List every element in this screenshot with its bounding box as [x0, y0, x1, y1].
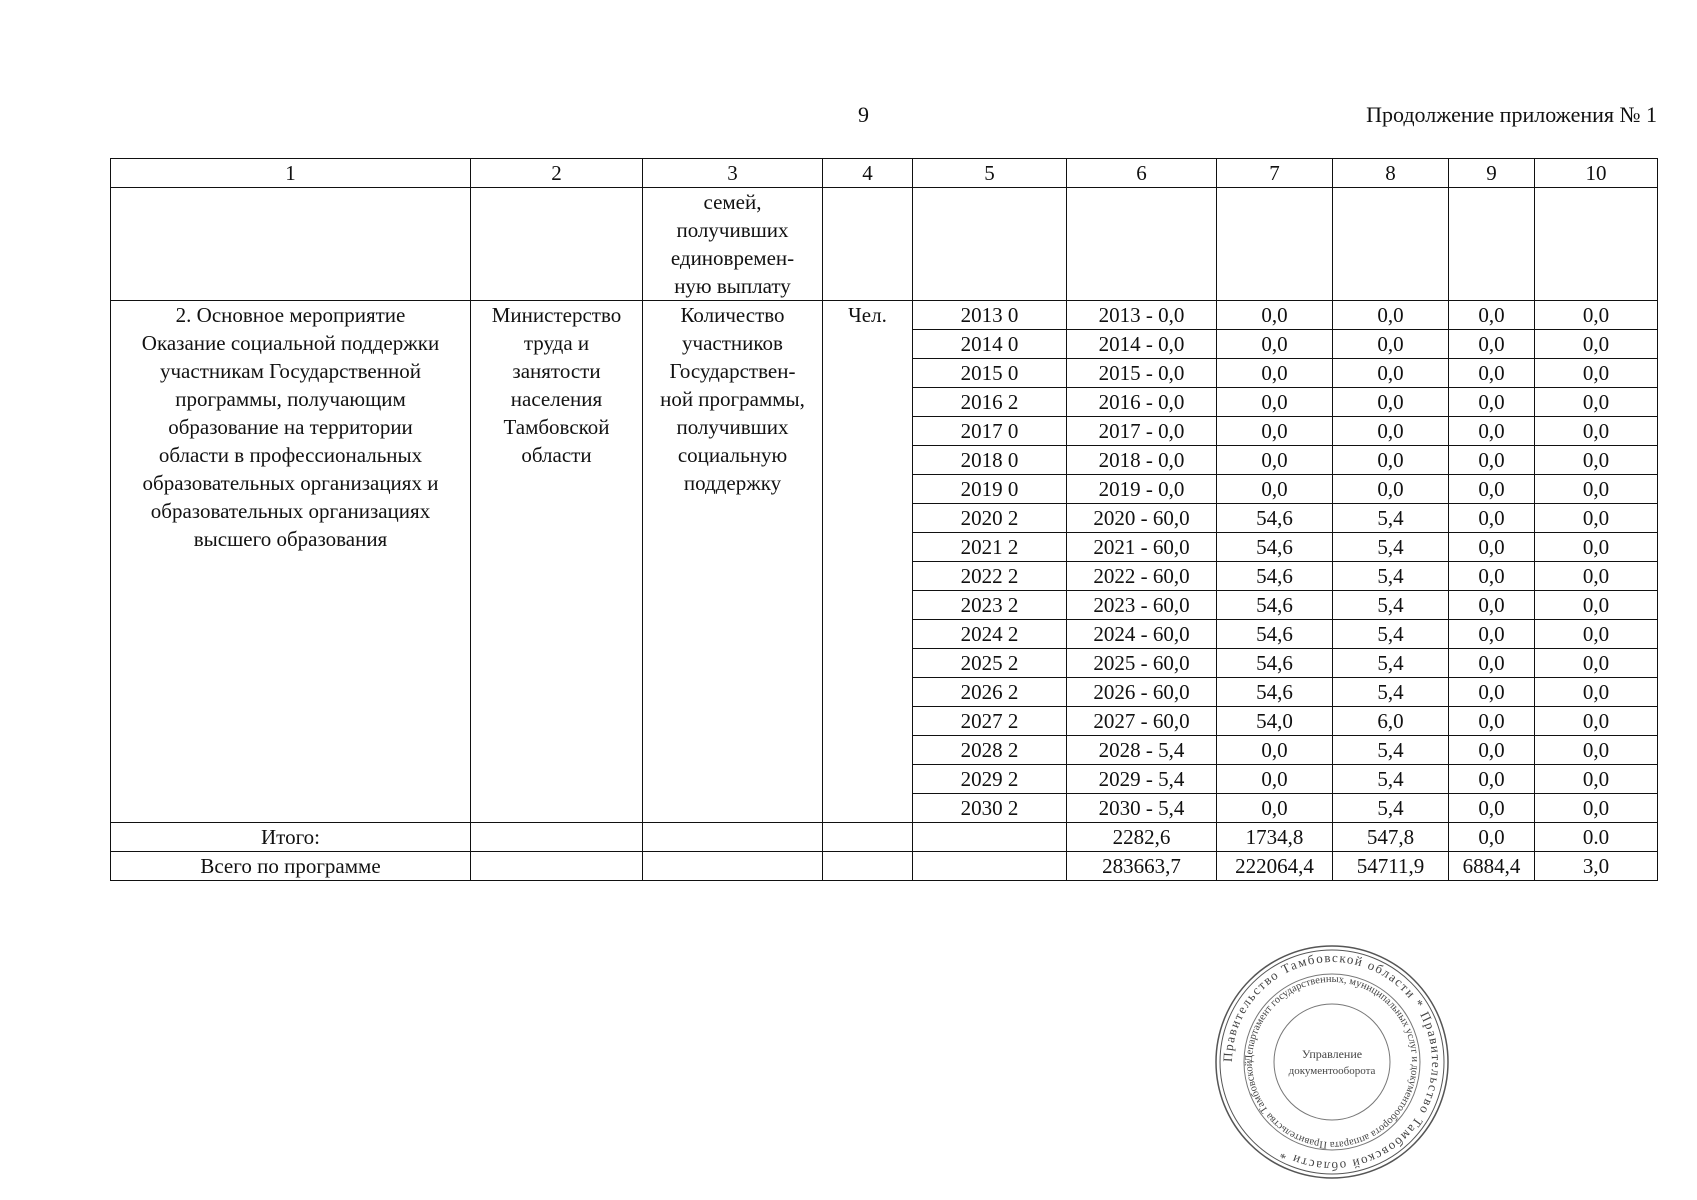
cell-c9: 0,0: [1449, 649, 1535, 678]
cell-c7: 0,0: [1217, 301, 1333, 330]
svg-text:Правительство Тамбовской облас: Правительство Тамбовской области * Правительство Тамбовской области *: [1219, 949, 1445, 1175]
responsible-executor-cell: [471, 301, 643, 823]
cell-c6: 2015 - 0,0: [1067, 359, 1217, 388]
svg-text:документооборота: документооборота: [1288, 1065, 1376, 1077]
cell-c10: 0,0: [1535, 591, 1658, 620]
cell-c6: 2017 - 0,0: [1067, 417, 1217, 446]
text-line: образовательных организациях и: [142, 471, 439, 495]
cell-c5: 2019 0: [913, 475, 1067, 504]
text-line: Количество: [680, 303, 785, 327]
total-c8: 547,8: [1333, 823, 1449, 852]
cell-c9: 0,0: [1449, 562, 1535, 591]
cell-c7: 0,0: [1217, 475, 1333, 504]
col-header: 9: [1449, 159, 1535, 188]
text-line: единовремен-: [670, 246, 795, 270]
cell-c6: 2028 - 5,4: [1067, 736, 1217, 765]
cell-c6: 2029 - 5,4: [1067, 765, 1217, 794]
cell-c6: 2016 - 0,0: [1067, 388, 1217, 417]
cell-c9: 0,0: [1449, 388, 1535, 417]
total-c9: 6884,4: [1449, 852, 1535, 881]
cell-c5: 2029 2: [913, 765, 1067, 794]
text-line: социальную: [677, 443, 788, 467]
svg-text:Департамент государственных, м: Департамент государственных, муниципальных услуг и документооборота аппарата Правительства Тамбовской: [1243, 973, 1421, 1151]
total-c10: 3,0: [1535, 852, 1658, 881]
cell-c6: 2013 - 0,0: [1067, 301, 1217, 330]
total-c9: 0,0: [1449, 823, 1535, 852]
cell-c10: 0,0: [1535, 678, 1658, 707]
col-header: 2: [471, 159, 643, 188]
total-c10: 0.0: [1535, 823, 1658, 852]
cell-c7: 0,0: [1217, 736, 1333, 765]
totals-row: [111, 823, 1658, 852]
cell-c10: 0,0: [1535, 794, 1658, 823]
cell-c6: 2024 - 60,0: [1067, 620, 1217, 649]
cell-c7: 0,0: [1217, 359, 1333, 388]
cell-c8: 5,4: [1333, 533, 1449, 562]
text-line: населения: [510, 387, 603, 411]
cell-c8: 5,4: [1333, 591, 1449, 620]
cell-c8: 5,4: [1333, 794, 1449, 823]
cell-c9: 0,0: [1449, 533, 1535, 562]
cell-c8: 0,0: [1333, 388, 1449, 417]
cell-c9: 0,0: [1449, 620, 1535, 649]
text-line: участникам Государственной: [160, 359, 421, 383]
cell-c9: 0,0: [1449, 475, 1535, 504]
cell-c8: 5,4: [1333, 765, 1449, 794]
cell-c6: 2018 - 0,0: [1067, 446, 1217, 475]
cell-c10: 0,0: [1535, 533, 1658, 562]
cell-c5: 2028 2: [913, 736, 1067, 765]
cell-c10: 0,0: [1535, 765, 1658, 794]
cell-c10: 0,0: [1535, 504, 1658, 533]
cell-c6: 2020 - 60,0: [1067, 504, 1217, 533]
text-line: области: [521, 443, 592, 467]
totals-label: Всего по программе: [111, 852, 471, 881]
svg-text:Управление: Управление: [1301, 1047, 1363, 1061]
cell-c7: 0,0: [1217, 446, 1333, 475]
cell-c7: 54,6: [1217, 562, 1333, 591]
cell-c7: 0,0: [1217, 330, 1333, 359]
cell-c9: 0,0: [1449, 359, 1535, 388]
text-line: ную выплату: [674, 274, 791, 298]
text-line: участников: [682, 331, 783, 355]
col-header: 3: [643, 159, 823, 188]
unit-cell: Чел.: [823, 301, 913, 823]
cell-c10: 0,0: [1535, 417, 1658, 446]
text-line: программы, получающим: [175, 387, 406, 411]
cell-c6: 2023 - 60,0: [1067, 591, 1217, 620]
cell-c7: 0,0: [1217, 794, 1333, 823]
cell-c7: 54,0: [1217, 707, 1333, 736]
cell-c10: 0,0: [1535, 707, 1658, 736]
cell-c5: 2024 2: [913, 620, 1067, 649]
text-line: семей,: [703, 190, 762, 214]
indicator-continuation-cell: [643, 188, 823, 301]
cell-c7: 0,0: [1217, 417, 1333, 446]
cell-c9: 0,0: [1449, 591, 1535, 620]
text-line: труда и: [523, 331, 590, 355]
cell-c7: 54,6: [1217, 620, 1333, 649]
cell-c5: 2018 0: [913, 446, 1067, 475]
col-header: 4: [823, 159, 913, 188]
total-c6: 283663,7: [1067, 852, 1217, 881]
official-seal: [1212, 942, 1452, 1182]
cell-c5: 2025 2: [913, 649, 1067, 678]
cell-c6: 2026 - 60,0: [1067, 678, 1217, 707]
text-line: области в профессиональных: [158, 443, 423, 467]
text-line: высшего образования: [193, 527, 388, 551]
cell-c5: 2013 0: [913, 301, 1067, 330]
cell-c8: 5,4: [1333, 736, 1449, 765]
cell-c6: 2014 - 0,0: [1067, 330, 1217, 359]
cell-c9: 0,0: [1449, 301, 1535, 330]
event-name-cell: [111, 301, 471, 823]
cell-c8: 0,0: [1333, 330, 1449, 359]
cell-c5: 2027 2: [913, 707, 1067, 736]
text-line: Государствен-: [669, 359, 796, 383]
text-line: образовательных организациях: [150, 499, 431, 523]
cell-c5: 2030 2: [913, 794, 1067, 823]
program-table: [110, 158, 1658, 881]
column-number-row: [111, 159, 1658, 188]
cell-c7: 0,0: [1217, 388, 1333, 417]
cell-c5: 2016 2: [913, 388, 1067, 417]
cell-c9: 0,0: [1449, 678, 1535, 707]
cell-c8: 0,0: [1333, 417, 1449, 446]
cell-c7: 54,6: [1217, 504, 1333, 533]
cell-c10: 0,0: [1535, 301, 1658, 330]
cell-c8: 5,4: [1333, 562, 1449, 591]
cell-c10: 0,0: [1535, 330, 1658, 359]
total-c6: 2282,6: [1067, 823, 1217, 852]
col-header: 7: [1217, 159, 1333, 188]
cell-c5: 2021 2: [913, 533, 1067, 562]
text-line: поддержку: [683, 471, 782, 495]
cell-c10: 0,0: [1535, 475, 1658, 504]
text-line: Оказание социальной поддержки: [141, 331, 440, 355]
cell-c5: 2020 2: [913, 504, 1067, 533]
cell-c5: 2015 0: [913, 359, 1067, 388]
text-line: ной программы,: [660, 387, 805, 411]
cell-c7: 54,6: [1217, 533, 1333, 562]
text-line: 2. Основное мероприятие: [175, 303, 406, 327]
cell-c10: 0,0: [1535, 736, 1658, 765]
col-header: 6: [1067, 159, 1217, 188]
text-line: получивших: [676, 415, 789, 439]
cell-c9: 0,0: [1449, 707, 1535, 736]
cell-c5: 2026 2: [913, 678, 1067, 707]
total-c7: 222064,4: [1217, 852, 1333, 881]
cell-c6: 2030 - 5,4: [1067, 794, 1217, 823]
text-line: Министерство: [491, 303, 622, 327]
cell-c9: 0,0: [1449, 330, 1535, 359]
cell-c8: 5,4: [1333, 678, 1449, 707]
cell-c7: 54,6: [1217, 591, 1333, 620]
total-c8: 54711,9: [1333, 852, 1449, 881]
cell-c6: 2025 - 60,0: [1067, 649, 1217, 678]
cell-c6: 2022 - 60,0: [1067, 562, 1217, 591]
cell-c8: 0,0: [1333, 359, 1449, 388]
cell-c7: 0,0: [1217, 765, 1333, 794]
cell-c9: 0,0: [1449, 446, 1535, 475]
cell-c8: 0,0: [1333, 475, 1449, 504]
cell-c6: 2027 - 60,0: [1067, 707, 1217, 736]
cell-c8: 5,4: [1333, 649, 1449, 678]
cell-c9: 0,0: [1449, 417, 1535, 446]
appendix-continuation-label: Продолжение приложения № 1: [1366, 102, 1657, 127]
col-header: 5: [913, 159, 1067, 188]
col-header: 10: [1535, 159, 1658, 188]
col-header: 8: [1333, 159, 1449, 188]
cell-c10: 0,0: [1535, 620, 1658, 649]
cell-c9: 0,0: [1449, 736, 1535, 765]
cell-c8: 5,4: [1333, 504, 1449, 533]
cell-c10: 0,0: [1535, 388, 1658, 417]
cell-c8: 0,0: [1333, 446, 1449, 475]
cell-c9: 0,0: [1449, 794, 1535, 823]
text-line: занятости: [512, 359, 601, 383]
cell-c6: 2019 - 0,0: [1067, 475, 1217, 504]
table-row: [111, 301, 1658, 330]
continuation-row: [111, 188, 1658, 301]
cell-c5: 2014 0: [913, 330, 1067, 359]
totals-label: Итого:: [111, 823, 471, 852]
cell-c5: 2017 0: [913, 417, 1067, 446]
text-line: образование на территории: [168, 415, 413, 439]
cell-c8: 0,0: [1333, 301, 1449, 330]
cell-c6: 2021 - 60,0: [1067, 533, 1217, 562]
totals-row: [111, 852, 1658, 881]
cell-c10: 0,0: [1535, 446, 1658, 475]
cell-c5: 2022 2: [913, 562, 1067, 591]
cell-c9: 0,0: [1449, 765, 1535, 794]
cell-c8: 6,0: [1333, 707, 1449, 736]
page-number: 9: [858, 102, 869, 127]
cell-c10: 0,0: [1535, 359, 1658, 388]
cell-c7: 54,6: [1217, 649, 1333, 678]
cell-c8: 5,4: [1333, 620, 1449, 649]
text-line: получивших: [676, 218, 789, 242]
indicator-name-cell: [643, 301, 823, 823]
cell-c7: 54,6: [1217, 678, 1333, 707]
col-header: 1: [111, 159, 471, 188]
cell-c5: 2023 2: [913, 591, 1067, 620]
total-c7: 1734,8: [1217, 823, 1333, 852]
cell-c10: 0,0: [1535, 649, 1658, 678]
text-line: Тамбовской: [503, 415, 610, 439]
cell-c10: 0,0: [1535, 562, 1658, 591]
cell-c9: 0,0: [1449, 504, 1535, 533]
seal-icon: [1212, 942, 1452, 1182]
